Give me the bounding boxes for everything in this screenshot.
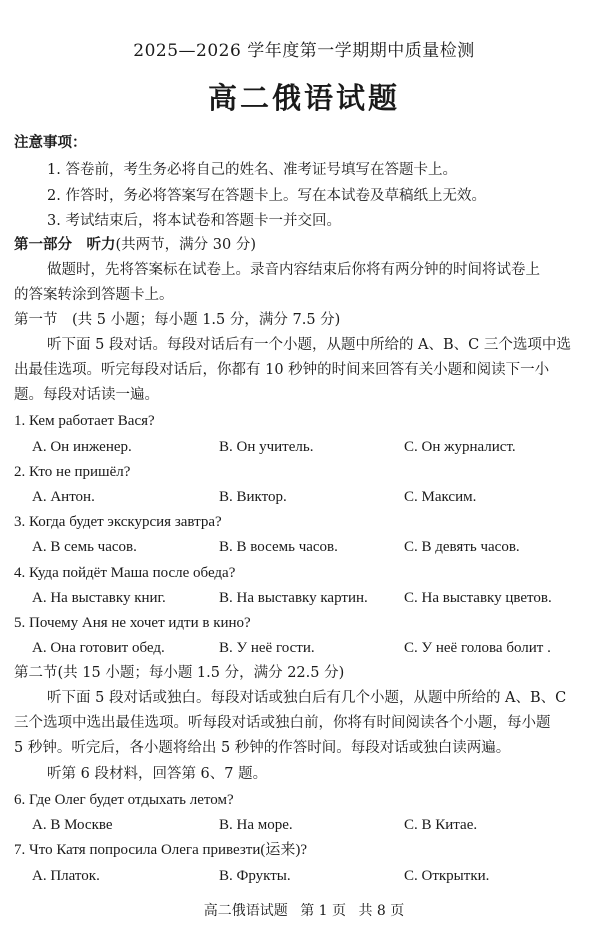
section2-material-note: 听第 6 段材料，回答第 6、7 题。 <box>47 766 268 782</box>
question-7-option-c: C. Открытки. <box>404 868 490 884</box>
question-2-option-c: C. Максим. <box>404 489 477 505</box>
section2-intro-line-3: 5 秒钟。听完后，各小题将给出 5 秒钟的作答时间。每段对话或独白读两遍。 <box>14 740 511 756</box>
question-3-option-c: C. В девять часов. <box>404 539 520 555</box>
footer-page-number: 第 1 页 <box>300 903 346 919</box>
question-3-option-a: A. В семь часов. <box>32 539 137 555</box>
question-7-option-b: B. Фрукты. <box>219 868 291 884</box>
question-7: 7. Что Катя попросила Олега привезти(运来)? <box>14 842 308 858</box>
notice-item-1: 1. 答卷前，考生务必将自己的姓名、准考证号填写在答题卡上。 <box>47 162 457 178</box>
question-3: 3. Когда будет экскурсия завтра? <box>14 514 222 530</box>
question-5-option-a: A. Она готовит обед. <box>32 640 165 656</box>
question-7-option-a: A. Платок. <box>32 868 100 884</box>
section2-heading: 第二节(共 15 小题；每小题 1.5 分，满分 22.5 分) <box>14 665 345 681</box>
question-6: 6. Где Олег будет отдыхать летом? <box>14 792 234 808</box>
section2-intro-line-1: 听下面 5 段对话或独白。每段对话或独白后有几个小题，从题中所给的 A、B、C <box>47 690 567 706</box>
question-2-option-b: B. Виктор. <box>219 489 287 505</box>
question-4-option-a: A. На выставку книг. <box>32 590 166 606</box>
footer-subject: 高二俄语试题 <box>203 903 288 919</box>
question-4-option-c: C. На выставку цветов. <box>404 590 552 606</box>
question-1-option-a: A. Он инженер. <box>32 439 132 455</box>
subject-title: 高二俄语试题 <box>207 81 400 115</box>
question-1: 1. Кем работает Вася? <box>14 413 155 429</box>
part1-heading-note: (共两节，满分 30 分) <box>115 237 256 253</box>
question-4: 4. Куда пойдёт Маша после обеда? <box>14 565 236 581</box>
footer-total-pages: 共 8 页 <box>358 903 405 919</box>
notice-item-2: 2. 作答时，务必将答案写在答题卡上。写在本试卷及草稿纸上无效。 <box>47 188 486 204</box>
notice-heading: 注意事项： <box>14 134 87 151</box>
page-footer <box>14 900 594 920</box>
notice-item-3: 3. 考试结束后，将本试卷和答题卡一并交回。 <box>47 213 341 229</box>
section1-intro-line-3: 题。每段对话读一遍。 <box>14 387 159 403</box>
section1-heading: 第一节 (共 5 小题；每小题 1.5 分，满分 7.5 分) <box>14 312 341 328</box>
exam-title: 2025—2026 学年度第一学期期中质量检测 <box>133 41 475 61</box>
question-5-option-b: B. У неё гости. <box>219 640 315 656</box>
section1-intro-line-2: 出最佳选项。听完每段对话后，你都有 10 秒钟的时间来回答有关小题和阅读下一小 <box>14 362 550 378</box>
question-5: 5. Почему Аня не хочет идти в кино? <box>14 615 251 631</box>
question-2: 2. Кто не пришёл? <box>14 464 131 480</box>
question-6-option-c: C. В Китае. <box>404 817 478 833</box>
question-6-option-b: B. На море. <box>219 817 293 833</box>
section2-intro-line-2: 三个选项中选出最佳选项。听每段对话或独白前，你将有时间阅读各个小题，每小题 <box>14 715 551 731</box>
question-4-option-b: B. На выставку картин. <box>219 590 368 606</box>
exam-page <box>14 0 594 931</box>
question-3-option-b: B. В восемь часов. <box>219 539 338 555</box>
part1-intro-line-2: 的答案转涂到答题卡上。 <box>14 287 174 303</box>
question-5-option-c: C. У неё голова болит . <box>404 640 551 656</box>
question-2-option-a: A. Антон. <box>32 489 95 505</box>
part1-heading-row <box>14 235 256 255</box>
part1-heading: 第一部分 听力 <box>14 236 116 253</box>
question-6-option-a: A. В Москве <box>32 817 113 833</box>
part1-intro-line-1: 做题时，先将答案标在试卷上。录音内容结束后你将有两分钟的时间将试卷上 <box>47 262 540 278</box>
section1-intro-line-1: 听下面 5 段对话。每段对话后有一个小题，从题中所给的 A、B、C 三个选项中选 <box>47 337 571 353</box>
question-1-option-b: B. Он учитель. <box>219 439 314 455</box>
question-1-option-c: C. Он журналист. <box>404 439 516 455</box>
